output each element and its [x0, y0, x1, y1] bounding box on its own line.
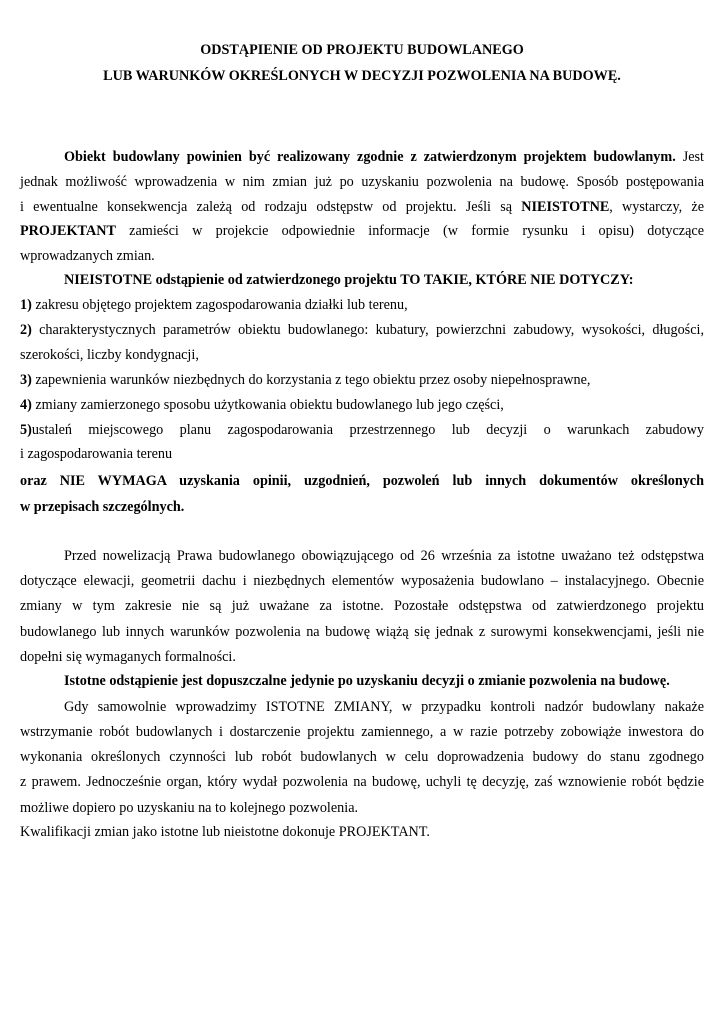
major-line-3: wykonania określonych czynności lub robót budowlanych w celu doprowadzenia budowy do stanu zgodnego	[20, 749, 704, 765]
history-line-4: budowlanego lub innych warunków pozwolenia na budowę wiążą się jednak z surowymi konsekwencjami, jeśli nie	[20, 624, 704, 640]
list-item: 1) zakresu objętego projektem zagospodarowania działki lub terenu,	[20, 297, 408, 313]
intro-line-1: Obiekt budowlany powinien być realizowany zgodnie z zatwierdzonym projektem budowlanym. Jest	[64, 149, 704, 165]
intro-bold-text: Obiekt budowlany powinien być realizowany zgodnie z zatwierdzonym projektem budowlanym.	[64, 149, 676, 165]
history-line-3: zmiany w tym zakresie nie są już uważane za istotne. Pozostałe odstępstwa od zatwierdzonego projektu	[20, 598, 704, 614]
list-item-continuation: i zagospodarowania terenu	[20, 446, 173, 462]
list-item: 2) charakterystycznych parametrów obiektu budowlanego: kubatury, powierzchni zabudowy, wysokości, długości,	[20, 322, 704, 338]
intro-line-3: i ewentualne konsekwencja zależą od rodzaju odstępstw od projektu. Jeśli są NIEISTOTNE, wystarczy, że	[20, 199, 705, 215]
major-deviation-heading: Istotne odstąpienie jest dopuszczalne jedynie po uzyskaniu decyzji o zmianie pozwolenia na budowę.	[64, 673, 670, 689]
major-line-1: Gdy samowolnie wprowadzimy ISTOTNE ZMIANY, w przypadku kontroli nadzór budowlany nakaże	[64, 699, 704, 715]
major-line-5: możliwe dopiero po uzyskaniu na to kolejnego pozwolenia.	[20, 800, 359, 816]
minor-deviation-heading: NIEISTOTNE odstąpienie od zatwierdzonego projektu TO TAKIE, KTÓRE NIE DOTYCZY:	[64, 272, 634, 288]
document-title-line-1: ODSTĄPIENIE OD PROJEKTU BUDOWLANEGO	[200, 42, 524, 58]
projektant-note: Kwalifikacji zmian jako istotne lub nieistotne dokonuje PROJEKTANT.	[20, 824, 430, 840]
history-line-2: dotyczące elewacji, geometrii dachu i niezbędnych elementów wyposażenia budowlano – instalacyjnego. Obecnie	[20, 573, 704, 589]
intro-line-5: wprowadzanych zmian.	[20, 248, 155, 264]
major-line-2: wstrzymanie robót budowlanych i dostarczenie projektu zamiennego, a w razie potrzeby zobowiąże inwestora do	[20, 724, 704, 740]
list-item-continuation: szerokości, liczby kondygnacji,	[20, 347, 199, 363]
document-title-line-2: LUB WARUNKÓW OKREŚLONYCH W DECYZJI POZWOLENIA NA BUDOWĘ.	[103, 68, 621, 84]
history-line-5: dopełni się wymaganych formalności.	[20, 649, 236, 665]
minor-closing-line-1: oraz NIE WYMAGA uzyskania opinii, uzgodnień, pozwoleń lub innych dokumentów określonych	[20, 473, 704, 489]
intro-line-2: jednak możliwość wprowadzenia w nim zmian już po uzyskaniu pozwolenia na budowę. Sposób postępowania	[20, 174, 704, 190]
history-line-1: Przed nowelizacją Prawa budowlanego obowiązującego od 26 września za istotne uważano też odstępstwa	[64, 548, 704, 564]
major-line-4: z prawem. Jednocześnie organ, który wydał pozwolenia na budowę, uchyli tę decyzję, zaś wznowienie robót będzie	[20, 774, 704, 790]
minor-closing-line-2: w przepisach szczególnych.	[20, 499, 185, 515]
list-item: 3) zapewnienia warunków niezbędnych do korzystania z tego obiektu przez osoby niepełnosprawne,	[20, 372, 591, 388]
list-item: 5)ustaleń miejscowego planu zagospodarowania przestrzennego lub decyzji o warunkach zabudowy	[20, 422, 704, 438]
list-item: 4) zmiany zamierzonego sposobu użytkowania obiektu budowlanego lub jego części,	[20, 397, 504, 413]
intro-line-4: PROJEKTANT zamieści w projekcie odpowiednie informacje (w formie rysunku i opisu) dotyczące	[20, 223, 704, 239]
